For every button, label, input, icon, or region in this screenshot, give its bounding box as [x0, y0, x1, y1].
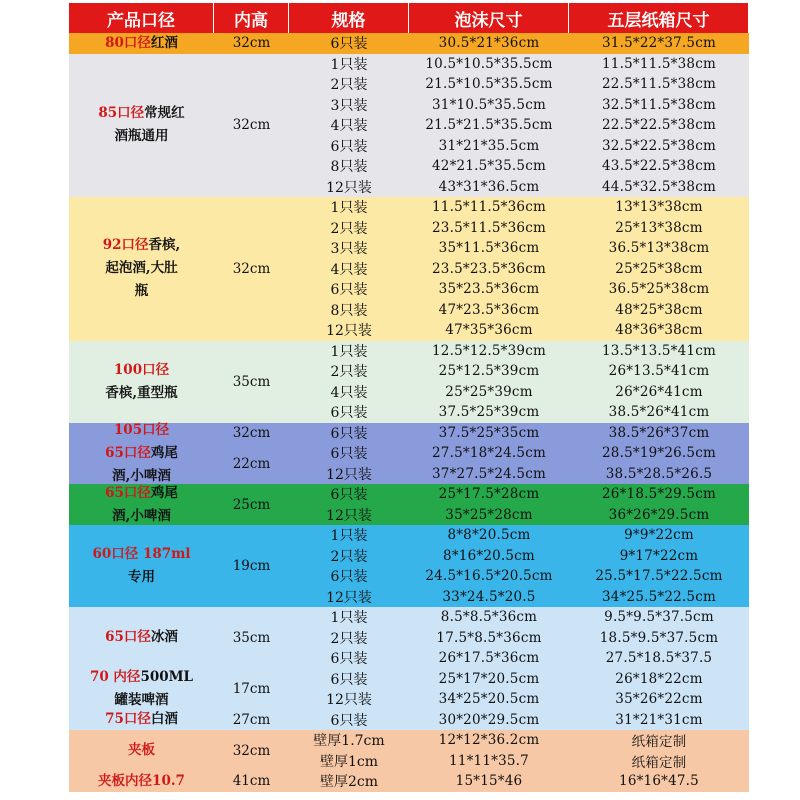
product-desc-text: 香槟,重型瓶	[105, 384, 178, 401]
product-label-line	[105, 257, 177, 280]
spec-cell: 6只装	[330, 446, 368, 463]
spec-cell: 4只装	[330, 261, 368, 278]
spec-cell: 1只装	[330, 200, 368, 217]
carton-size-cell: 38.5*26*37cm	[608, 424, 710, 441]
foam-size-cell: 23.5*11.5*36cm	[432, 219, 546, 236]
foam-size-cell: 42*21.5*35.5cm	[432, 158, 546, 175]
spec-cell: 1只装	[330, 528, 368, 545]
product-desc-text: 罐装啤酒	[114, 692, 169, 708]
foam-size-cell: 43*31*36.5cm	[438, 178, 540, 195]
foam-size-cell: 8*8*20.5cm	[447, 527, 531, 544]
foam-size-cell: 31*21*35.5cm	[438, 137, 540, 154]
spec-cell: 4只装	[330, 118, 368, 135]
spec-cell: 12只装	[326, 179, 372, 196]
foam-size-cell: 8*16*20.5cm	[443, 547, 535, 564]
product-cell	[69, 197, 214, 341]
inner-height-cell: 22cm	[232, 455, 271, 472]
spec-cell: 3只装	[330, 97, 368, 114]
carton-size-cell: 31*21*31cm	[615, 711, 703, 728]
product-caliber-text: 85口径	[98, 105, 145, 122]
product-desc-text: 红酒	[150, 34, 178, 51]
spec-cell: 6只装	[330, 425, 368, 442]
spec-cell: 12只装	[326, 692, 372, 709]
spec-cell: 2只装	[330, 220, 368, 237]
product-cell	[69, 771, 214, 792]
product-caliber-text: 65口径	[105, 629, 151, 646]
spec-cell: 3只装	[330, 241, 368, 258]
carton-size-cell: 48*25*38cm	[615, 301, 703, 318]
product-label-line	[128, 566, 155, 589]
carton-size-cell: 9*9*22cm	[624, 527, 694, 544]
carton-size-cell: 13*13*38cm	[615, 199, 703, 216]
product-caliber-text: 70 内径	[89, 669, 141, 685]
spec-cell: 6只装	[330, 36, 368, 53]
product-label-line	[105, 442, 178, 465]
product-cell	[69, 423, 214, 485]
foam-size-cell: 21.5*10.5*35.5cm	[425, 76, 553, 93]
carton-size-cell: 32.5*22.5*38cm	[602, 137, 716, 154]
carton-size-cell: 26*13.5*41cm	[608, 363, 710, 380]
product-desc-text: 常规红	[144, 105, 185, 122]
spec-cell: 壁厚1cm	[319, 753, 379, 770]
spec-cell: 12只装	[326, 589, 372, 606]
product-desc-text: 冰酒	[150, 629, 178, 646]
header-carton-size: 五层纸箱尺寸	[569, 3, 749, 33]
carton-size-cell: 9*17*22cm	[619, 547, 699, 564]
spec-cell: 6只装	[330, 671, 368, 688]
carton-size-cell: 25.5*17.5*22.5cm	[595, 568, 723, 585]
product-label-line	[105, 708, 178, 731]
product-caliber-text: 60口径 187ml	[92, 546, 191, 562]
product-cell	[69, 710, 214, 731]
foam-size-cell: 25*12.5*39cm	[438, 363, 540, 380]
product-desc-text: 酒,小啤酒	[112, 507, 171, 524]
foam-size-cell: 27.5*18*24.5cm	[432, 445, 546, 462]
carton-size-cell: 31.5*22*37.5cm	[602, 35, 716, 52]
carton-size-cell: 11.5*11.5*38cm	[602, 55, 716, 72]
foam-size-cell: 35*25*28cm	[445, 506, 533, 523]
product-caliber-text: 92口径	[102, 237, 149, 254]
spec-cell: 2只装	[330, 364, 368, 381]
spec-cell: 8只装	[330, 159, 368, 176]
product-desc-text: 鸡尾	[150, 444, 178, 461]
foam-size-cell: 31*10.5*35.5cm	[432, 96, 546, 113]
product-desc-text: 起泡酒,大肚	[105, 260, 178, 277]
spec-cell: 6只装	[330, 487, 368, 504]
product-cell	[69, 525, 214, 607]
foam-size-cell: 26*17.5*36cm	[438, 650, 540, 667]
spec-cell: 1只装	[330, 56, 368, 73]
carton-size-cell: 25*13*38cm	[615, 219, 703, 236]
product-caliber-text: 65口径	[105, 444, 151, 461]
product-cell	[69, 730, 214, 771]
product-desc-text: 香槟,	[148, 237, 181, 254]
product-label-line	[105, 626, 178, 649]
product-caliber-text: 75口径	[105, 711, 151, 728]
foam-size-cell: 37.5*25*35cm	[438, 424, 540, 441]
foam-size-cell: 30*20*29.5cm	[438, 711, 540, 728]
foam-size-cell: 33*24.5*20.5	[442, 588, 536, 605]
carton-size-cell: 13.5*13.5*41cm	[602, 342, 716, 359]
product-caliber-text: 夹板内径10.7	[98, 772, 185, 789]
carton-size-cell: 18.5*9.5*37.5cm	[599, 629, 719, 646]
product-desc-text: 专用	[128, 569, 155, 585]
carton-size-cell: 34*25.5*22.5cm	[602, 588, 716, 605]
carton-size-cell: 22.5*22.5*38cm	[602, 117, 716, 134]
foam-size-cell: 47*23.5*36cm	[438, 301, 540, 318]
carton-size-cell: 36.5*25*38cm	[608, 281, 710, 298]
inner-height-cell: 32cm	[232, 424, 271, 441]
inner-height-cell: 25cm	[232, 496, 271, 513]
foam-size-cell: 25*25*39cm	[445, 383, 533, 400]
carton-size-cell: 36*26*29.5cm	[608, 506, 710, 523]
carton-size-cell: 32.5*11.5*38cm	[602, 96, 716, 113]
product-label-line	[103, 234, 181, 257]
foam-size-cell: 37*27.5*24.5cm	[432, 465, 546, 482]
foam-size-cell: 25*17*20.5cm	[438, 670, 540, 687]
foam-size-cell: 25*17.5*28cm	[438, 486, 540, 503]
foam-size-cell: 35*11.5*36cm	[438, 240, 540, 257]
product-desc-text: 酒瓶通用	[114, 128, 169, 145]
inner-height-cell: 41cm	[232, 773, 271, 790]
spec-cell: 8只装	[330, 302, 368, 319]
spec-cell: 1只装	[330, 610, 368, 627]
foam-size-cell: 35*23.5*36cm	[438, 281, 540, 298]
spec-cell: 壁厚2cm	[319, 774, 379, 791]
product-caliber-text: 80口径	[105, 34, 151, 51]
product-cell	[69, 341, 214, 423]
foam-size-cell: 23.5*23.5*36cm	[432, 260, 546, 277]
inner-height-cell: 32cm	[232, 35, 271, 52]
foam-size-cell: 12*12*36.2cm	[438, 732, 540, 749]
product-desc-text: 瓶	[134, 283, 149, 300]
carton-size-cell: 38.5*26*41cm	[608, 404, 710, 421]
spec-cell: 12只装	[326, 507, 372, 524]
inner-height-cell: 32cm	[232, 742, 271, 759]
header-foam-size: 泡沫尺寸	[409, 3, 569, 33]
inner-height-cell: 32cm	[232, 117, 271, 134]
product-label-line	[114, 359, 169, 382]
spec-cell: 6只装	[330, 282, 368, 299]
product-label-line	[114, 419, 169, 442]
product-desc-text: 鸡尾	[150, 484, 178, 501]
product-label-line	[98, 770, 185, 793]
header-product: 产品口径	[69, 3, 214, 33]
product-desc-text: 酒,小啤酒	[112, 467, 171, 484]
product-cell	[69, 54, 214, 198]
product-caliber-text: 105口径	[113, 421, 170, 438]
spec-cell: 2只装	[330, 77, 368, 94]
carton-size-cell: 25*25*38cm	[615, 260, 703, 277]
inner-height-cell: 32cm	[232, 260, 271, 277]
carton-size-cell: 36.5*13*38cm	[608, 240, 710, 257]
foam-size-cell: 17.5*8.5*36cm	[436, 629, 542, 646]
header-spec: 规格	[289, 3, 409, 33]
inner-height-cell: 35cm	[232, 629, 271, 646]
spec-cell: 2只装	[330, 630, 368, 647]
carton-size-cell: 26*26*41cm	[615, 383, 703, 400]
inner-height-cell: 35cm	[232, 373, 271, 390]
product-caliber-text: 100口径	[113, 361, 170, 378]
product-label-line	[105, 32, 178, 55]
inner-height-cell: 19cm	[232, 558, 271, 574]
foam-size-cell: 21.5*21.5*35.5cm	[425, 117, 553, 134]
foam-size-cell: 34*25*20.5cm	[438, 691, 540, 708]
product-label-line	[105, 382, 177, 405]
foam-size-cell: 30.5*21*36cm	[438, 35, 540, 52]
foam-size-cell: 11.5*11.5*36cm	[432, 199, 546, 216]
spec-cell: 壁厚1.7cm	[313, 733, 385, 750]
carton-size-cell: 28.5*19*26.5cm	[602, 445, 716, 462]
inner-height-cell: 17cm	[232, 681, 271, 697]
product-caliber-text: 夹板	[128, 742, 155, 758]
foam-size-cell: 37.5*25*39cm	[438, 404, 540, 421]
carton-size-cell: 44.5*32.5*38cm	[602, 178, 716, 195]
product-label-line	[98, 102, 184, 125]
product-label-line	[105, 482, 178, 505]
product-cell	[69, 669, 214, 710]
spec-cell: 12只装	[326, 466, 372, 483]
spec-cell: 6只装	[330, 405, 368, 422]
product-desc-text: 500ML	[140, 669, 194, 685]
spec-cell: 6只装	[330, 651, 368, 668]
carton-size-cell: 纸箱定制	[631, 734, 687, 751]
product-label-line	[90, 666, 193, 689]
price-table	[69, 3, 749, 799]
carton-size-cell: 22.5*11.5*38cm	[602, 76, 716, 93]
product-label-line	[92, 543, 190, 566]
spec-cell: 6只装	[330, 138, 368, 155]
carton-size-cell: 27.5*18.5*37.5	[605, 650, 713, 667]
inner-height-cell: 27cm	[232, 711, 271, 728]
carton-size-cell: 48*36*38cm	[615, 322, 703, 339]
carton-size-cell: 26*18*22cm	[615, 670, 703, 687]
foam-size-cell: 12.5*12.5*39cm	[432, 342, 546, 359]
foam-size-cell: 24.5*16.5*20.5cm	[425, 568, 553, 585]
carton-size-cell: 26*18.5*29.5cm	[602, 486, 716, 503]
carton-size-cell: 16*16*47.5	[619, 773, 699, 790]
spec-cell: 2只装	[330, 548, 368, 565]
product-label-line	[128, 739, 155, 762]
product-cell	[69, 33, 214, 54]
foam-size-cell: 47*35*36cm	[445, 322, 533, 339]
carton-size-cell: 35*26*22cm	[615, 691, 703, 708]
foam-size-cell: 10.5*10.5*35.5cm	[425, 55, 553, 72]
spec-cell: 1只装	[330, 343, 368, 360]
spec-cell: 12只装	[326, 323, 372, 340]
product-desc-text: 白酒	[150, 711, 178, 728]
spec-cell: 6只装	[330, 569, 368, 586]
header-inner-height: 内高	[214, 3, 289, 33]
carton-size-cell: 纸箱定制	[631, 754, 687, 771]
carton-size-cell: 38.5*28.5*26.5	[605, 465, 713, 482]
foam-size-cell: 8.5*8.5*36cm	[440, 609, 538, 626]
foam-size-cell: 15*15*46	[455, 773, 523, 790]
carton-size-cell: 43.5*22.5*38cm	[602, 158, 716, 175]
product-label-line	[115, 125, 169, 148]
spec-cell: 6只装	[330, 712, 368, 729]
product-cell	[69, 607, 214, 669]
foam-size-cell: 11*11*35.7	[449, 752, 529, 769]
spec-cell: 4只装	[330, 384, 368, 401]
carton-size-cell: 9.5*9.5*37.5cm	[604, 609, 714, 626]
product-label-line	[135, 280, 149, 303]
product-caliber-text: 65口径	[105, 484, 151, 501]
product-cell	[69, 484, 214, 525]
